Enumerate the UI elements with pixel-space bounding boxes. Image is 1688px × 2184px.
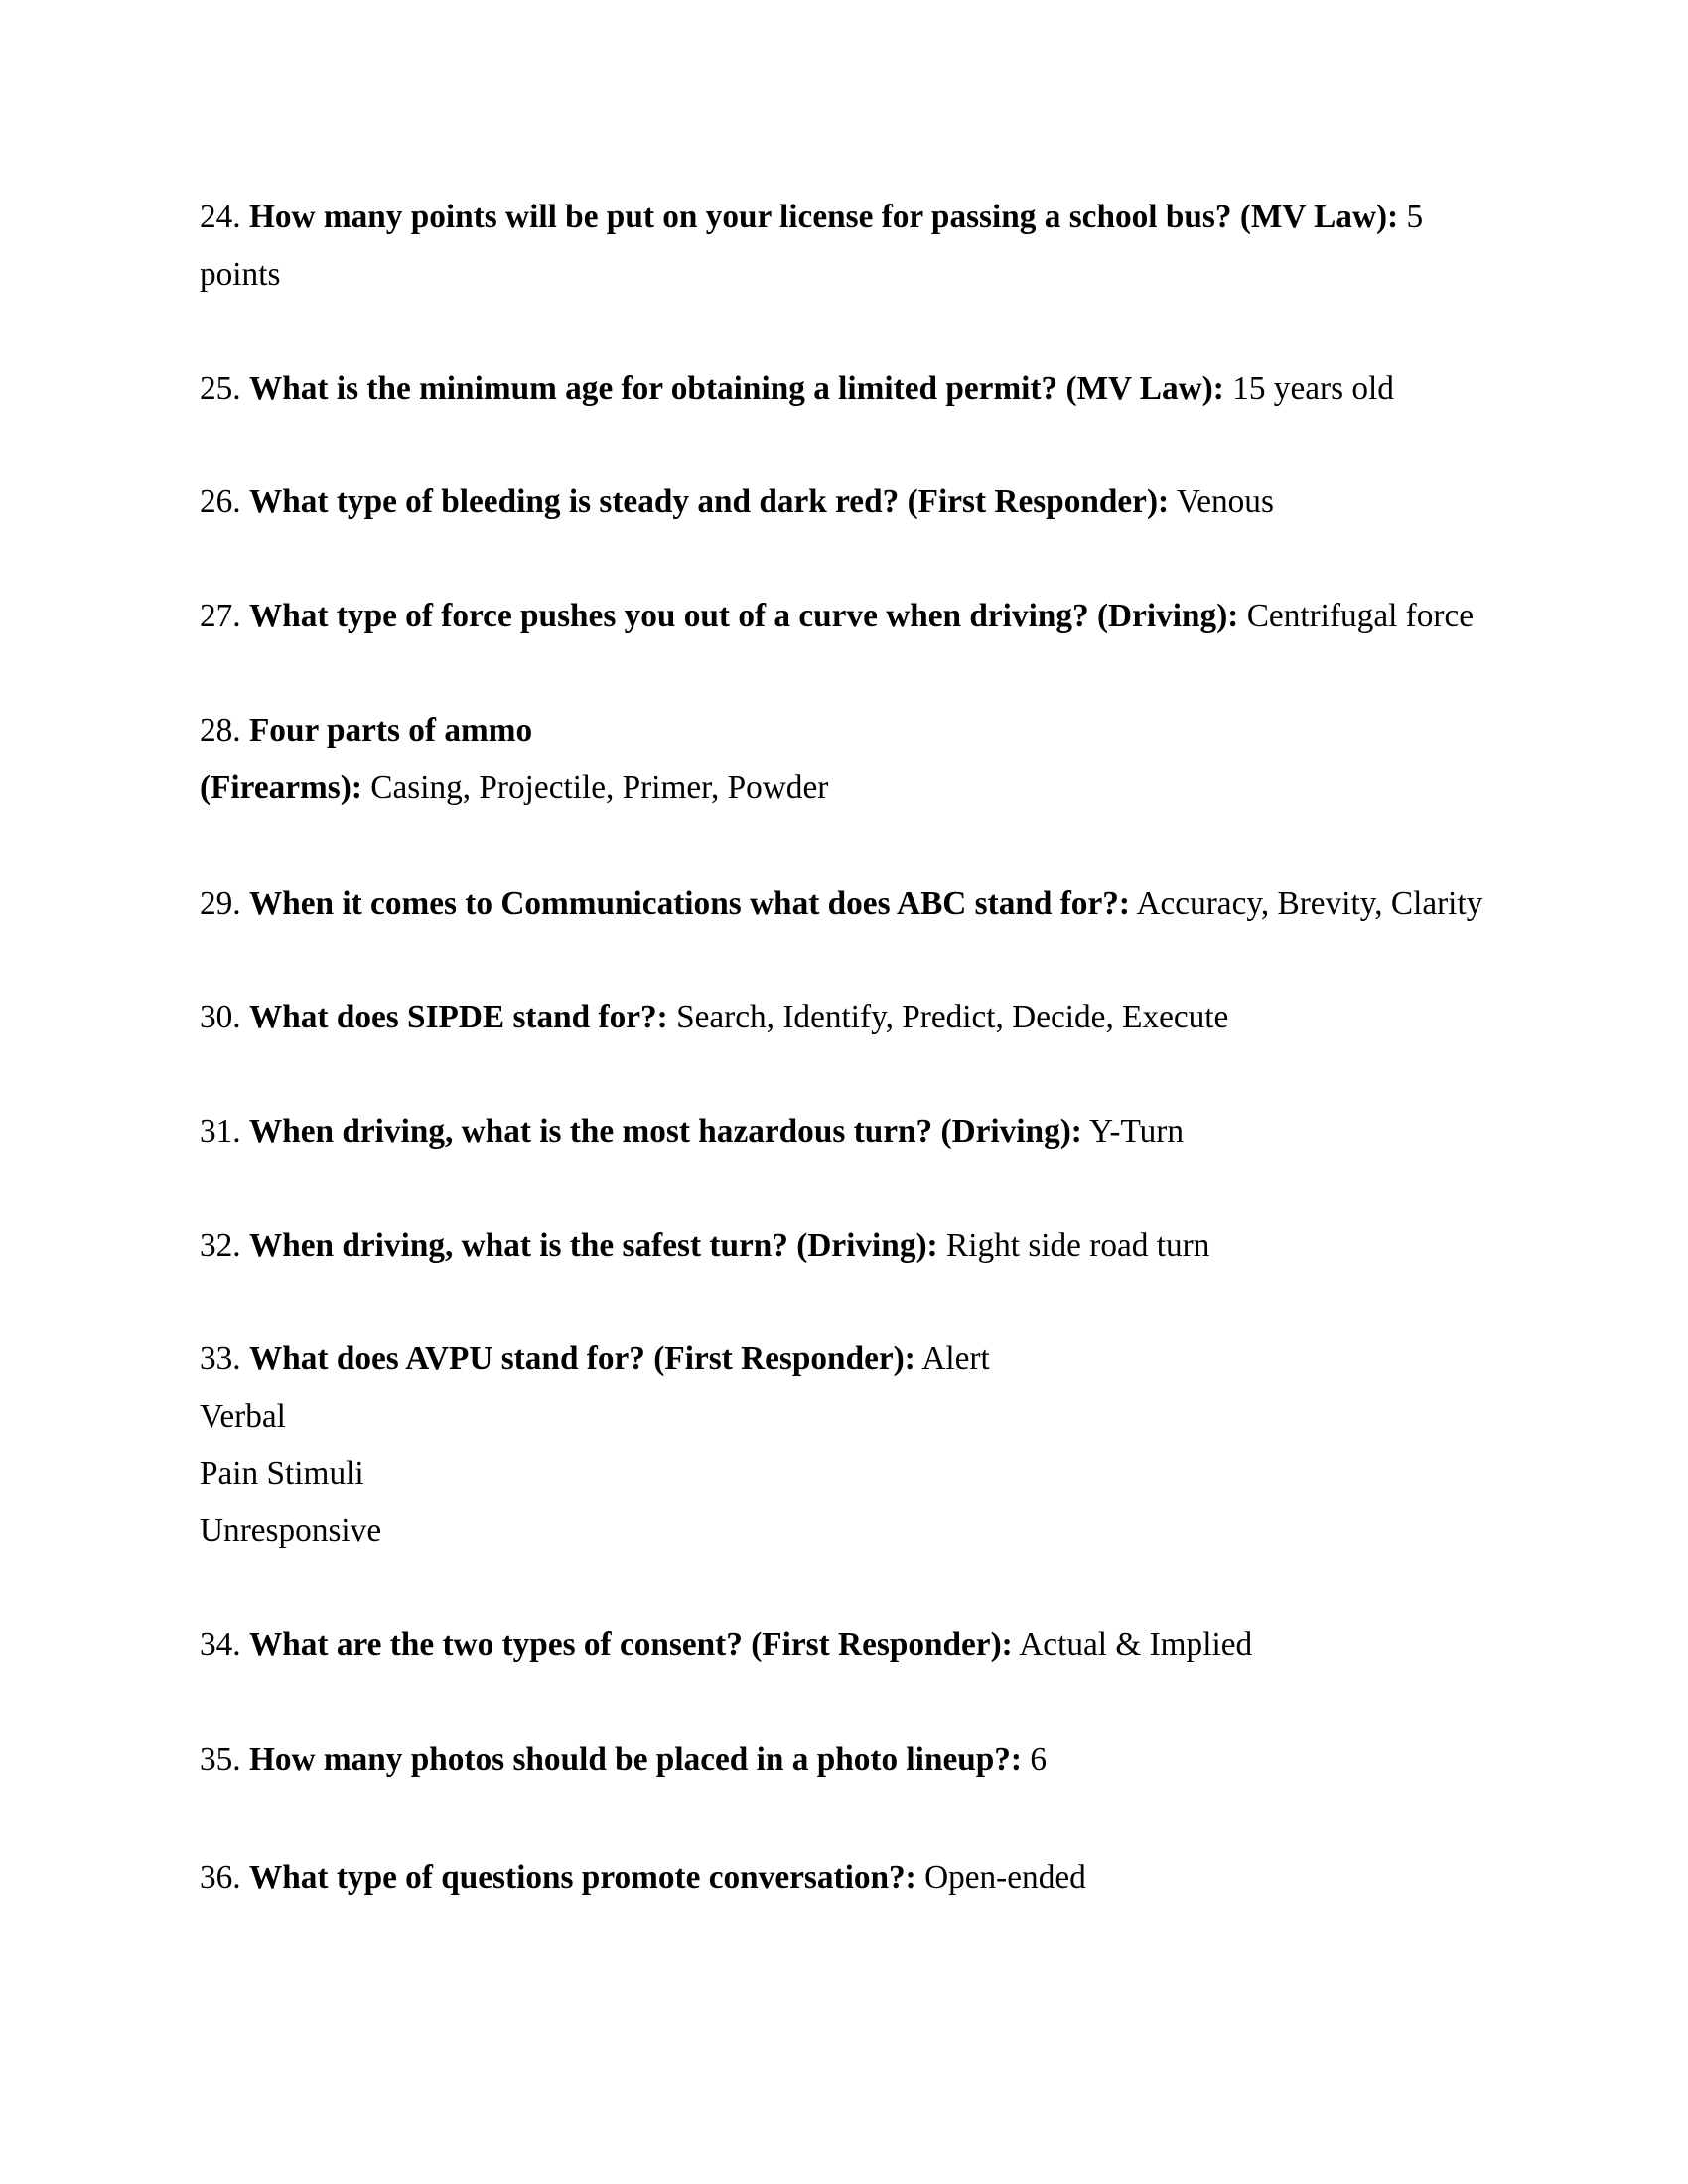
answer-text: Pain Stimuli <box>200 1455 364 1492</box>
question-text: When driving, what is the safest turn? (Driving): <box>248 1227 938 1264</box>
answer-text: Centrifugal force <box>1246 598 1475 634</box>
question-text: What type of force pushes you out of a curve when driving? (Driving): <box>248 598 1239 634</box>
item-number: 32. <box>200 1227 241 1264</box>
answer-text: Verbal <box>200 1398 286 1434</box>
qa-item-28-line2 <box>200 771 828 804</box>
question-category: (Firearms): <box>200 769 362 806</box>
qa-item-26 <box>200 485 1274 518</box>
answer-text: Venous <box>1176 483 1274 520</box>
question-text: What type of bleeding is steady and dark red? (First Responder): <box>248 483 1170 520</box>
question-text: How many points will be put on your license for passing a school bus? (MV Law): <box>248 199 1399 235</box>
question-text: What does AVPU stand for? (First Responder): <box>248 1340 915 1377</box>
item-number: 26. <box>200 483 241 520</box>
answer-text: Y-Turn <box>1089 1113 1184 1150</box>
question-text: How many photos should be placed in a photo lineup?: <box>248 1741 1023 1778</box>
item-number: 30. <box>200 999 241 1035</box>
question-text: Four parts of ammo <box>248 712 533 749</box>
question-text: What type of questions promote conversation?: <box>248 1859 916 1896</box>
qa-item-32 <box>200 1229 1209 1262</box>
answer-text: Casing, Projectile, Primer, Powder <box>370 769 829 806</box>
qa-item-25 <box>200 372 1394 405</box>
question-text: What are the two types of consent? (First Responder): <box>248 1626 1013 1663</box>
question-text: When it comes to Communications what does ABC stand for?: <box>248 886 1130 922</box>
qa-item-31 <box>200 1115 1184 1148</box>
qa-item-36 <box>200 1861 1086 1894</box>
item-number: 29. <box>200 886 241 922</box>
qa-item-33 <box>200 1342 990 1375</box>
qa-item-34 <box>200 1628 1252 1661</box>
answer-text: 5 <box>1406 199 1424 235</box>
question-text: When driving, what is the most hazardous turn? (Driving): <box>248 1113 1082 1150</box>
qa-item-28 <box>200 714 532 747</box>
answer-text: points <box>200 256 281 293</box>
answer-text: Search, Identify, Predict, Decide, Execute <box>676 999 1229 1035</box>
answer-text: 6 <box>1030 1741 1047 1778</box>
question-text: What is the minimum age for obtaining a limited permit? (MV Law): <box>248 370 1224 407</box>
qa-item-30 <box>200 1001 1228 1033</box>
answer-text: 15 years old <box>1232 370 1394 407</box>
answer-text: Right side road turn <box>945 1227 1210 1264</box>
item-number: 33. <box>200 1340 241 1377</box>
answer-text: Unresponsive <box>200 1512 382 1549</box>
item-number: 24. <box>200 199 241 235</box>
item-number: 36. <box>200 1859 241 1896</box>
question-text: What does SIPDE stand for?: <box>248 999 668 1035</box>
item-number: 34. <box>200 1626 241 1663</box>
qa-item-29 <box>200 887 1482 920</box>
qa-item-27 <box>200 600 1474 632</box>
item-number: 35. <box>200 1741 241 1778</box>
answer-text: Actual & Implied <box>1019 1626 1253 1663</box>
answer-continuation <box>200 1457 364 1490</box>
answer-continuation <box>200 1514 381 1547</box>
item-number: 31. <box>200 1113 241 1150</box>
answer-text: Alert <box>921 1340 990 1377</box>
answer-continuation <box>200 258 280 291</box>
item-number: 27. <box>200 598 241 634</box>
qa-item-24 <box>200 201 1423 233</box>
item-number: 25. <box>200 370 241 407</box>
item-number: 28. <box>200 712 241 749</box>
qa-item-35 <box>200 1743 1047 1776</box>
answer-text: Open-ended <box>924 1859 1086 1896</box>
answer-continuation <box>200 1400 286 1433</box>
answer-text: Accuracy, Brevity, Clarity <box>1136 886 1483 922</box>
